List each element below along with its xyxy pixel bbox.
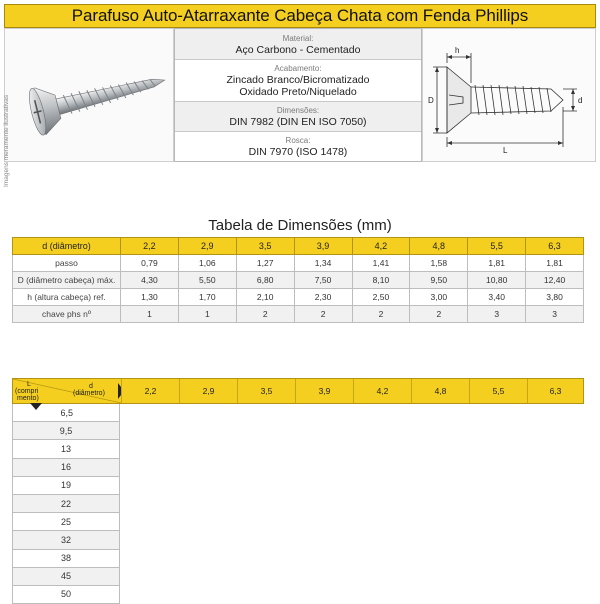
row-label: passo — [13, 255, 121, 272]
dimensions-row — [175, 102, 421, 132]
length-row: 38 — [12, 550, 120, 568]
size-cell: 6,3 — [527, 379, 583, 403]
size-cell: 3,5 — [237, 379, 295, 403]
finish-value-1: Zincado Branco/Bicromatizado — [226, 74, 370, 86]
table-cell: 1,27 — [236, 255, 294, 272]
dimensions-label: Dimensões: — [276, 106, 320, 115]
table-cell: 4,30 — [121, 272, 179, 289]
length-row: 22 — [12, 495, 120, 513]
size-cell: 3,5 — [236, 238, 294, 255]
label-D: D — [428, 96, 434, 105]
size-cell: 5,5 — [468, 238, 526, 255]
size-cell: 6,3 — [526, 238, 584, 255]
diagonal-divider-icon — [13, 379, 121, 403]
table-cell: 7,50 — [294, 272, 352, 289]
table-cell: 5,50 — [178, 272, 236, 289]
technical-drawing — [422, 28, 596, 162]
corner-L-sub2: mento) — [17, 395, 39, 402]
row-label: chave phs nº — [13, 306, 121, 323]
thread-row — [175, 132, 421, 161]
corner-L: L — [27, 381, 31, 388]
watermark: Imagens meramente ilustrativas — [3, 94, 10, 187]
size-cell: 2,9 — [178, 238, 236, 255]
length-table-corner — [13, 379, 121, 403]
length-row: 9,5 — [12, 422, 120, 440]
table-cell: 1,30 — [121, 289, 179, 306]
table-cell: 8,10 — [352, 272, 410, 289]
material-row — [175, 29, 421, 60]
page-title: Parafuso Auto-Atarraxante Cabeça Chata com Fenda Phillips — [71, 6, 529, 25]
length-row: 50 — [12, 586, 120, 604]
table-row — [13, 289, 584, 306]
thread-label: Rosca: — [285, 136, 311, 145]
label-d: d — [578, 96, 583, 105]
size-cell: 3,9 — [294, 238, 352, 255]
table-cell: 0,79 — [121, 255, 179, 272]
table-cell: 6,80 — [236, 272, 294, 289]
size-cell: 4,8 — [411, 379, 469, 403]
table-cell: 1 — [178, 306, 236, 323]
corner-L-sub1: (compri — [15, 388, 39, 395]
table-row — [13, 255, 584, 272]
label-h: h — [455, 46, 460, 55]
length-row: 16 — [12, 459, 120, 477]
dimensions-value: DIN 7982 (DIN EN ISO 7050) — [229, 116, 367, 128]
size-cell: 4,2 — [353, 379, 411, 403]
corner-d: d — [89, 383, 93, 390]
material-value: Aço Carbono - Cementado — [235, 44, 361, 56]
thread-value: DIN 7970 (ISO 1478) — [248, 146, 348, 158]
row-label: D (diâmetro cabeça) máx. — [13, 272, 121, 289]
title-bar — [4, 4, 596, 28]
length-row: 19 — [12, 477, 120, 495]
table-cell: 1,81 — [526, 255, 584, 272]
finish-value-2: Oxidado Preto/Niquelado — [239, 86, 357, 98]
table-cell: 2,30 — [294, 289, 352, 306]
specifications-panel — [174, 28, 422, 162]
screw-photo-icon — [5, 29, 173, 161]
dimensions-table-title: Tabela de Dimensões (mm) — [208, 217, 392, 234]
table-row — [13, 272, 584, 289]
size-cell: 5,5 — [469, 379, 527, 403]
corner-d-sub: (diâmetro) — [73, 390, 105, 397]
table-cell: 9,50 — [410, 272, 468, 289]
length-table-header — [12, 378, 584, 404]
table-cell: 3 — [526, 306, 584, 323]
table-cell: 2,10 — [236, 289, 294, 306]
table-cell: 10,80 — [468, 272, 526, 289]
table-cell: 12,40 — [526, 272, 584, 289]
size-cell: 4,8 — [410, 238, 468, 255]
table-cell: 3,00 — [410, 289, 468, 306]
table-cell: 1,58 — [410, 255, 468, 272]
table-cell: 2 — [294, 306, 352, 323]
length-row: 45 — [12, 568, 120, 586]
table-cell: 2 — [410, 306, 468, 323]
row-label: h (altura cabeça) ref. — [13, 289, 121, 306]
header-label: d (diâmetro) — [13, 238, 121, 255]
product-photo — [3, 28, 174, 187]
table-cell: 3,80 — [526, 289, 584, 306]
table-cell: 3,40 — [468, 289, 526, 306]
table-row — [13, 306, 584, 323]
table-cell: 1,41 — [352, 255, 410, 272]
table-cell: 2 — [352, 306, 410, 323]
table-cell: 1,06 — [178, 255, 236, 272]
finish-label: Acabamento: — [274, 64, 322, 73]
table-cell: 2 — [236, 306, 294, 323]
table-cell: 1,81 — [468, 255, 526, 272]
table-cell: 1,70 — [178, 289, 236, 306]
size-cell: 2,9 — [179, 379, 237, 403]
size-cell: 4,2 — [352, 238, 410, 255]
table-header-row — [13, 238, 584, 255]
label-L: L — [503, 146, 508, 155]
screw-drawing-icon — [423, 29, 595, 161]
length-row: 6,5 — [12, 404, 120, 422]
table-cell: 2,50 — [352, 289, 410, 306]
finish-row — [175, 60, 421, 102]
length-row: 25 — [12, 513, 120, 531]
size-cell: 3,9 — [295, 379, 353, 403]
table-cell: 1,34 — [294, 255, 352, 272]
size-cell: 2,2 — [121, 238, 179, 255]
length-row: 13 — [12, 440, 120, 458]
table-cell: 1 — [121, 306, 179, 323]
size-cell: 2,2 — [121, 379, 179, 403]
dimensions-table — [12, 237, 584, 323]
material-label: Material: — [282, 34, 314, 43]
table-cell: 3 — [468, 306, 526, 323]
length-row: 32 — [12, 531, 120, 549]
length-column — [12, 404, 120, 604]
